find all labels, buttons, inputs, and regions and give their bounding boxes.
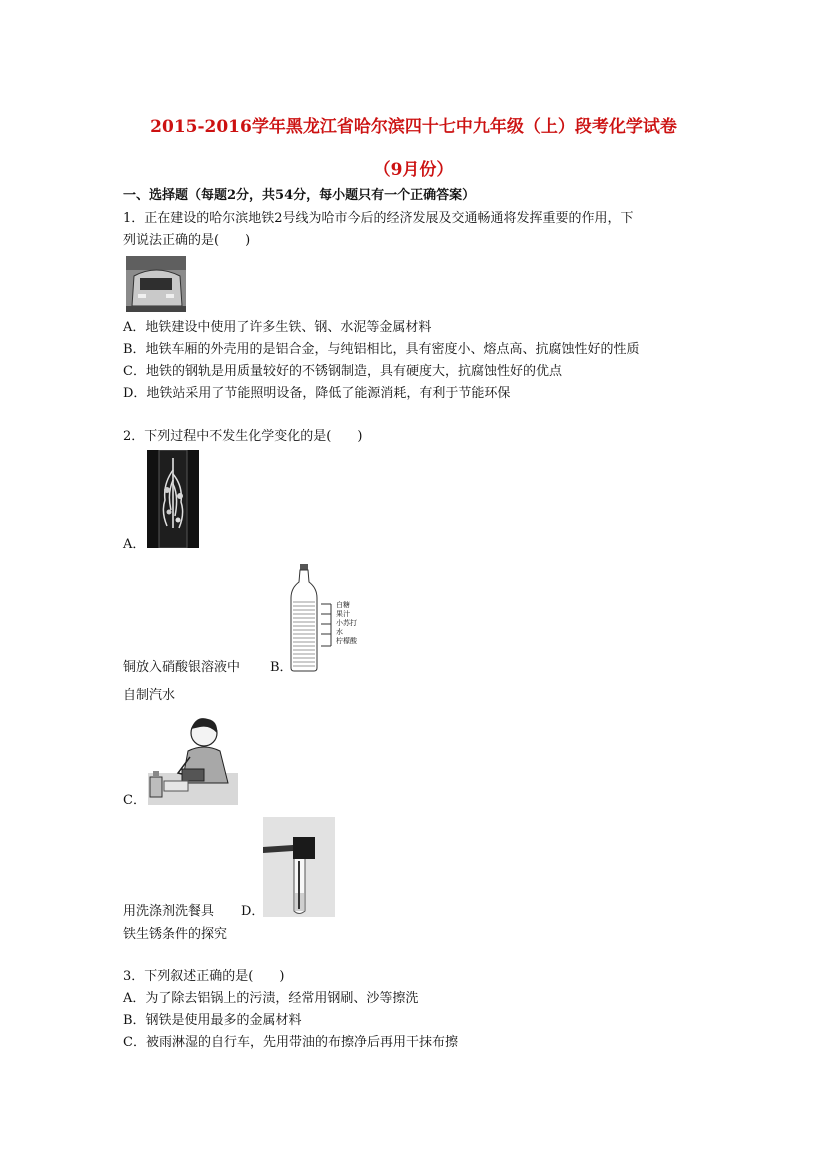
q3-option-c: C．被雨淋湿的自行车，先用带油的布擦净后再用干抹布擦 [123, 1035, 458, 1050]
q3-option-b: B．钢铁是使用最多的金属材料 [123, 1013, 302, 1028]
q2-stem: 2．下列过程中不发生化学变化的是( ) [123, 429, 363, 444]
q2-option-d-caption: 铁生锈条件的探究 [123, 927, 228, 942]
q2-option-c-letter: C． [123, 793, 146, 808]
copper-silver-nitrate-image [147, 450, 199, 548]
q3-option-a: A．为了除去铝锅上的污渍，经常用钢刷、沙等擦洗 [123, 991, 419, 1006]
section-heading: 一、选择题（每题2分，共54分，每小题只有一个正确答案） [123, 188, 476, 203]
page-subtitle: （9月份） [373, 160, 454, 180]
q2-option-c-caption: 用洗涤剂洗餐具 [123, 904, 215, 919]
bottle-label-water: 水 [336, 628, 343, 636]
q1-stem-line1: 1．正在建设的哈尔滨地铁2号线为哈市今后的经济发展及交通畅通将发挥重要的作用，下 [123, 211, 634, 226]
washing-dishes-image [148, 711, 238, 805]
q2-option-b-letter: B． [270, 660, 293, 675]
page-title: 2015-2016学年黑龙江省哈尔滨四十七中九年级（上）段考化学试卷 [150, 117, 677, 137]
q2-option-a-letter: A． [123, 537, 146, 552]
bottle-labels [336, 601, 357, 646]
soda-bottle-image [287, 564, 321, 672]
iron-rust-test-tube-image [263, 817, 335, 917]
bottle-label-sugar: 白糖 [336, 601, 350, 609]
q2-option-b-caption: 自制汽水 [123, 688, 176, 703]
bottle-label-baking-soda: 小苏打 [336, 619, 357, 627]
q2-option-d-letter: D． [241, 904, 265, 919]
q1-option-a: A．地铁建设中使用了许多生铁、钢、水泥等金属材料 [123, 320, 432, 335]
q1-option-d: D．地铁站采用了节能照明设备，降低了能源消耗，有利于节能环保 [123, 386, 511, 401]
q1-option-c: C．地铁的钢轨是用质量较好的不锈钢制造，具有硬度大，抗腐蚀性好的优点 [123, 364, 562, 379]
q1-stem-line2: 列说法正确的是( ) [123, 233, 251, 248]
q1-option-b: B．地铁车厢的外壳用的是铝合金，与纯铝相比，具有密度小、熔点高、抗腐蚀性好的性质 [123, 342, 640, 357]
subway-train-image [126, 256, 186, 312]
bottle-label-citric-acid: 柠檬酸 [336, 637, 357, 645]
bottle-label-juice: 果汁 [336, 610, 350, 618]
bottle-callout-bracket [321, 602, 335, 650]
q3-stem: 3．下列叙述正确的是( ) [123, 969, 285, 984]
q2-option-a-caption: 铜放入硝酸银溶液中 [123, 660, 241, 675]
